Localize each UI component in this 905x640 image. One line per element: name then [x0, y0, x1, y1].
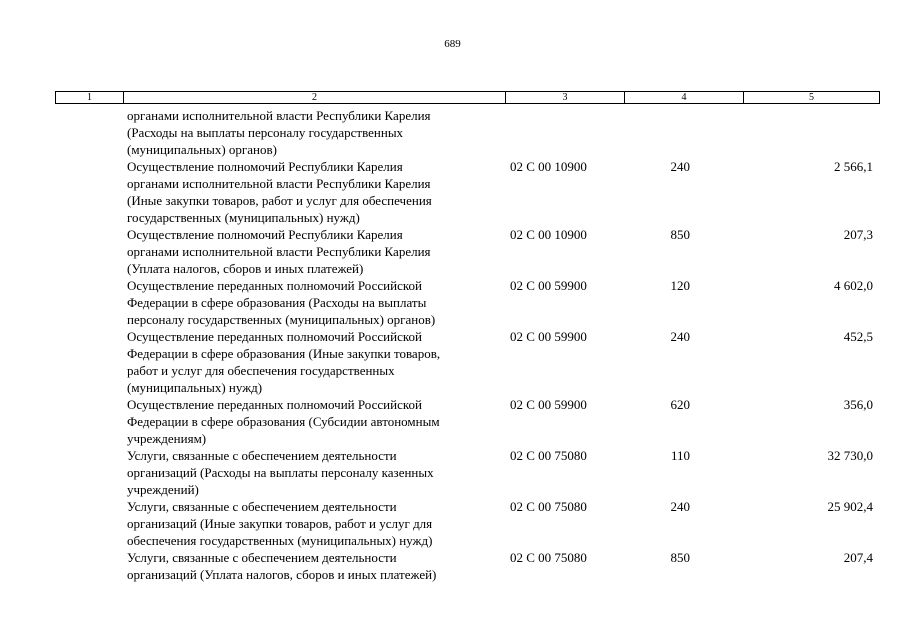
description-line: Услуги, связанные с обеспечением деятельности [127, 448, 397, 463]
expense-type-code: 850 [670, 550, 690, 565]
row-description [127, 396, 502, 447]
description-line: (муниципальных) органов) [127, 142, 277, 157]
description-line: Услуги, связанные с обеспечением деятельности [127, 499, 397, 514]
description-line: (муниципальных) нужд) [127, 380, 263, 395]
description-line: (Расходы на выплаты персоналу государственных [127, 125, 404, 140]
target-article-code: 02 С 00 10900 [510, 227, 587, 242]
table-row [0, 226, 905, 277]
amount: 452,5 [843, 329, 873, 344]
target-article-code: 02 С 00 75080 [510, 550, 587, 565]
table-row [0, 498, 905, 549]
target-article-code [510, 107, 650, 158]
table-row [0, 447, 905, 498]
column-header-2: 2 [123, 92, 505, 103]
description-line: (Уплата налогов, сборов и иных платежей) [127, 261, 364, 276]
column-header-5: 5 [743, 92, 879, 103]
amount: 25 902,4 [827, 499, 873, 514]
expense-type-code: 240 [670, 499, 690, 514]
table-body [0, 107, 905, 583]
amount: 32 730,0 [827, 448, 873, 463]
column-header-4: 4 [624, 92, 743, 103]
row-description [127, 107, 502, 158]
row-description [127, 498, 502, 549]
description-line: работ и услуг для обеспечения государственных [127, 363, 395, 378]
description-line: Услуги, связанные с обеспечением деятельности [127, 550, 397, 565]
target-article-code: 02 С 00 10900 [510, 159, 587, 174]
target-article-code: 02 С 00 59900 [510, 329, 587, 344]
expense-type-code: 240 [670, 159, 690, 174]
amount [690, 107, 873, 158]
column-header-3: 3 [505, 92, 624, 103]
description-line: Федерации в сфере образования (Расходы на выплаты [127, 295, 427, 310]
table-header-row [55, 91, 880, 104]
description-line: Федерации в сфере образования (Иные закупки товаров, [127, 346, 441, 361]
description-line: Федерации в сфере образования (Субсидии автономным [127, 414, 440, 429]
description-line: организаций (Иные закупки товаров, работ и услуг для [127, 516, 433, 531]
target-article-code: 02 С 00 75080 [510, 448, 587, 463]
row-description [127, 549, 502, 583]
description-line: Осуществление полномочий Республики Карелия [127, 159, 403, 174]
row-description [127, 328, 502, 396]
expense-type-code: 240 [670, 329, 690, 344]
description-line: Осуществление полномочий Республики Карелия [127, 227, 403, 242]
description-line: государственных (муниципальных) нужд) [127, 210, 360, 225]
description-line: организаций (Уплата налогов, сборов и иных платежей) [127, 567, 437, 582]
row-description [127, 447, 502, 498]
amount: 207,4 [843, 550, 873, 565]
description-line: Осуществление переданных полномочий Российской [127, 397, 422, 412]
table-row [0, 277, 905, 328]
expense-type-code: 620 [670, 397, 690, 412]
expense-type-code: 850 [670, 227, 690, 242]
amount: 2 566,1 [834, 159, 873, 174]
expense-type-code: 110 [670, 448, 690, 463]
amount: 207,3 [843, 227, 873, 242]
description-line: органами исполнительной власти Республики Карелия [127, 176, 431, 191]
column-header-1: 1 [87, 91, 92, 103]
description-line: органами исполнительной власти Республики Карелия [127, 244, 431, 259]
amount: 4 602,0 [834, 278, 873, 293]
description-line: организаций (Расходы на выплаты персоналу казенных [127, 465, 434, 480]
description-line: (Иные закупки товаров, работ и услуг для обеспечения [127, 193, 432, 208]
description-line: органами исполнительной власти Республики Карелия [127, 108, 431, 123]
target-article-code: 02 С 00 59900 [510, 278, 587, 293]
expense-type-code [650, 107, 690, 158]
amount: 356,0 [843, 397, 873, 412]
table-row [0, 396, 905, 447]
target-article-code: 02 С 00 59900 [510, 397, 587, 412]
expense-type-code: 120 [670, 278, 690, 293]
description-line: обеспечения государственных (муниципальных) нужд) [127, 533, 433, 548]
description-line: учреждений) [127, 482, 199, 497]
row-description [127, 226, 502, 277]
description-line: Осуществление переданных полномочий Российской [127, 329, 422, 344]
row-description [127, 277, 502, 328]
table-row [0, 549, 905, 583]
description-line: учреждениям) [127, 431, 207, 446]
table-row [0, 328, 905, 396]
description-line: Осуществление переданных полномочий Российской [127, 278, 422, 293]
page-number: 689 [444, 38, 461, 50]
row-description [127, 158, 502, 226]
description-line: персоналу государственных (муниципальных) органов) [127, 312, 436, 327]
target-article-code: 02 С 00 75080 [510, 499, 587, 514]
table-row [0, 158, 905, 226]
table-row [0, 107, 905, 158]
